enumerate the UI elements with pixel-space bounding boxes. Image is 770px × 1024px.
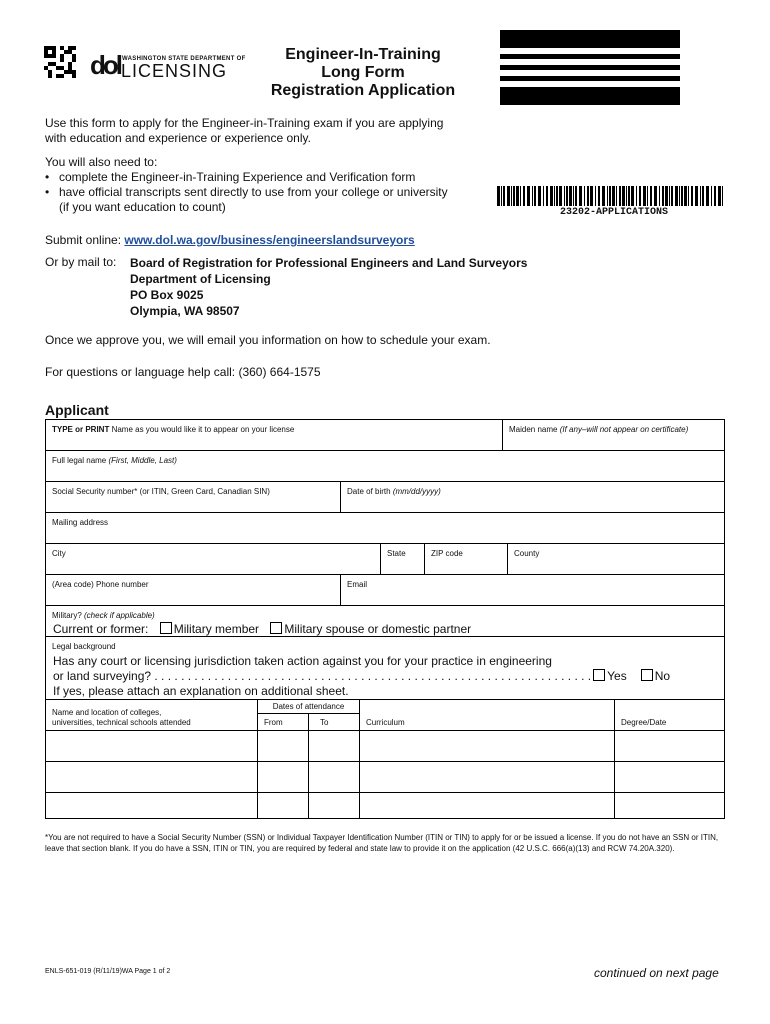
- dates-header: Dates of attendance From To: [257, 700, 359, 730]
- state-field[interactable]: State: [380, 544, 424, 574]
- agency-name-small: WASHINGTON STATE DEPARTMENT OF: [122, 56, 246, 62]
- need-heading: You will also need to:: [45, 155, 158, 169]
- email-field[interactable]: Email: [340, 575, 724, 605]
- mail-label: Or by mail to:: [45, 255, 117, 269]
- dol-logo: dol: [90, 50, 120, 80]
- dob-field[interactable]: Date of birth (mm/dd/yyyy): [340, 482, 724, 512]
- degree-cell[interactable]: [614, 762, 724, 792]
- city-field[interactable]: City: [52, 549, 66, 558]
- military-member-checkbox[interactable]: [160, 622, 172, 634]
- requirements-list: [45, 170, 448, 215]
- military-row: Military? (check if applicable) Current or former: Military member Military spouse or domestic partner: [46, 606, 724, 637]
- county-field[interactable]: County: [507, 544, 724, 574]
- degree-cell[interactable]: [614, 793, 724, 818]
- office-use-bars: [500, 30, 680, 111]
- from-cell[interactable]: [257, 731, 308, 761]
- section-title-applicant: Applicant: [45, 402, 109, 418]
- form-id: ENLS-651-019 (R/11/19)WA Page 1 of 2: [45, 968, 171, 975]
- zip-field[interactable]: ZIP code: [424, 544, 507, 574]
- mailing-address-field[interactable]: Mailing address: [46, 513, 724, 544]
- qr-code-icon: [44, 46, 76, 78]
- to-cell[interactable]: [308, 762, 359, 792]
- from-cell[interactable]: [257, 762, 308, 792]
- ssn-field[interactable]: Social Security number* (or ITIN, Green Card, Canadian SIN): [52, 487, 270, 496]
- school-cell[interactable]: [46, 793, 257, 818]
- curriculum-cell[interactable]: [359, 762, 614, 792]
- to-cell[interactable]: [308, 793, 359, 818]
- table-row: [46, 793, 724, 818]
- city-row: [46, 544, 724, 575]
- name-row: [46, 420, 724, 451]
- school-header: Name and location of colleges, universities, technical schools attended: [52, 708, 191, 727]
- curriculum-cell[interactable]: [359, 731, 614, 761]
- agency-name: LICENSING: [121, 61, 228, 81]
- license-name-field[interactable]: TYPE or PRINT Name as you would like it to appear on your license: [52, 425, 295, 434]
- from-cell[interactable]: [257, 793, 308, 818]
- degree-header: Degree/Date: [614, 700, 724, 730]
- table-row: [46, 731, 724, 762]
- curriculum-cell[interactable]: [359, 793, 614, 818]
- ssn-row: [46, 482, 724, 513]
- continued-note: continued on next page: [594, 966, 719, 980]
- school-cell[interactable]: [46, 762, 257, 792]
- curriculum-header: Curriculum: [359, 700, 614, 730]
- form-title: Engineer-In-Training Long Form Registration Application: [270, 46, 456, 99]
- submit-url-link[interactable]: www.dol.wa.gov/business/engineerslandsurveyors: [124, 233, 415, 247]
- barcode-icon: [497, 186, 725, 206]
- contact-row: [46, 575, 724, 606]
- intro-text: Use this form to apply for the Engineer-in-Training exam if you are applying with education and experience or experience only.: [45, 116, 444, 145]
- applicant-form: [45, 419, 725, 819]
- education-header-row: [46, 700, 724, 731]
- submit-online: Submit online: www.dol.wa.gov/business/engineerslandsurveyors: [45, 233, 415, 247]
- list-item: • complete the Engineer-in-Training Experience and Verification form: [45, 170, 448, 185]
- legal-background-row: Legal background Has any court or licensing jurisdiction taken action against you for your practice in engineering or land surveying? . . . . . . . . . . . . . . . . . . . . . . . . . . . . . . . . . . . . . . . . . . . . . . . . . . . . . . . . . . . . . . . . . . Yes No If yes, please attach an explanation on additional sheet.: [46, 637, 724, 700]
- help-line: For questions or language help call: (360) 664-1575: [45, 365, 321, 379]
- to-cell[interactable]: [308, 731, 359, 761]
- school-cell[interactable]: [46, 731, 257, 761]
- military-spouse-checkbox[interactable]: [270, 622, 282, 634]
- ssn-footnote: *You are not required to have a Social Security Number (SSN) or Individual Taxpayer Identification Number (ITIN or TIN) to apply for or be issued a license. If you do not have an SSN or ITIN, leave that section blank. If you do have a SSN, ITIN or TIN, you are required by federal and state law to provide it on the application (42 U.S.C. 666(a)(13) and RCW 74.20A.320).: [45, 833, 719, 853]
- legal-no-checkbox[interactable]: [641, 669, 653, 681]
- degree-cell[interactable]: [614, 731, 724, 761]
- maiden-name-field[interactable]: Maiden name (If any–will not appear on certificate): [502, 420, 724, 450]
- mail-address: Board of Registration for Professional Engineers and Land Surveyors Department of Licensing PO Box 9025 Olympia, WA 98507: [130, 256, 528, 318]
- phone-field[interactable]: (Area code) Phone number: [52, 580, 149, 589]
- table-row: [46, 762, 724, 793]
- list-item: • have official transcripts sent directly to use from your college or university (if you want education to count): [45, 185, 448, 215]
- full-legal-name-field[interactable]: Full legal name (First, Middle, Last): [46, 451, 724, 482]
- barcode-label: 23202-APPLICATIONS: [560, 207, 669, 218]
- approval-note: Once we approve you, we will email you information on how to schedule your exam.: [45, 333, 491, 347]
- legal-yes-checkbox[interactable]: [593, 669, 605, 681]
